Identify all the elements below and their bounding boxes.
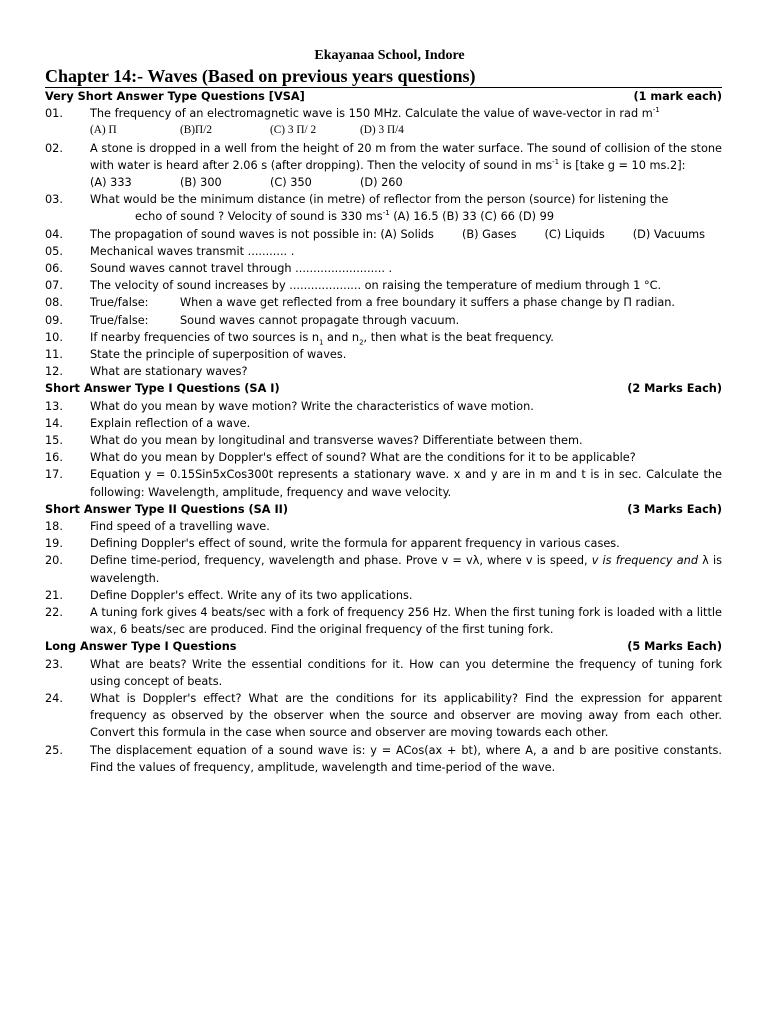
question-09 (45, 312, 722, 329)
question-02: 02. A stone is dropped in a well from the height of 20 m from the water surface. The sound of collision of the stone with water is heard after 2.06 s (after dropping). Then the velocity of sound in $ms^{-1}$ is [take g = 10 ms.2]: (45, 140, 722, 174)
question-text: Equation y = 0.15Sin5xCos300t represents a stationary wave. x and y are in m and t is in sec. Calculate the following: Wavelength, amplitude, frequency and wave velocity. (90, 468, 722, 499)
question-16 (45, 449, 722, 466)
question-24 (45, 690, 722, 742)
question-number: 07. (45, 279, 63, 293)
section-marks: (5 Marks Each) (627, 640, 722, 654)
question-text: The frequency of an electromagnetic wave is 150 MHz. Calculate the value of wave-vector in rad m (90, 107, 653, 121)
question-06 (45, 260, 722, 277)
question-number: 20. (45, 554, 63, 568)
section-title: Long Answer Type I Questions (45, 640, 237, 654)
question-20: 20. Define time-period, frequency, wavelength and phase. Prove v = vλ, where v is speed, v is frequency and λ is wavelength. (45, 552, 722, 586)
question-07 (45, 277, 722, 294)
question-text: What are stationary waves? (90, 365, 248, 379)
question-number: 01. (45, 107, 63, 121)
question-23 (45, 656, 722, 690)
question-05 (45, 243, 722, 260)
worksheet-page (45, 47, 722, 776)
question-04 (45, 226, 722, 243)
question-text: What are beats? Write the essential conditions for it. How can you determine the frequency of tuning fork using concept of beats. (90, 657, 722, 688)
question-number: 19. (45, 537, 63, 551)
question-22 (45, 604, 722, 638)
option-b: (B) 300 (180, 176, 222, 189)
chapter-title: Chapter 14:- Waves (Based on previous years questions) (45, 66, 476, 86)
question-text: A stone is dropped in a well from the height of 20 m from the water surface. The sound of collision of the stone with water is heard after 2.06 s (after dropping). Then the velocity of sound in ms (90, 141, 722, 172)
question-text: Mechanical waves transmit ........... . (90, 244, 295, 258)
question-12 (45, 363, 722, 380)
question-number: 16. (45, 451, 63, 465)
school-name: Ekayanaa School, Indore (314, 48, 465, 63)
question-text: Find speed of a travelling wave. (90, 520, 270, 534)
option-a: (A) 333 (90, 176, 132, 189)
option-c: (C) Liquids (544, 227, 605, 241)
question-15 (45, 432, 722, 449)
question-number: 04. (45, 227, 63, 241)
option-c: (C) 3 Π/ 2 (270, 124, 317, 137)
question-number: 25. (45, 743, 63, 757)
question-number: 09. (45, 313, 63, 327)
question-text: Sound waves cannot travel through ......................... . (90, 262, 393, 276)
section-title: Short Answer Type I Questions (SA I) (45, 382, 280, 396)
question-03: 03. What would be the minimum distance (in metre) of reflector from the person (source) for listening the echo of sound ? Velocity of sound is 330 $ms^{-1}$ (A) 16.5 (B) 33 (C) 66 (D) 99 (45, 191, 722, 225)
option-d: (D) Vacuums (632, 227, 706, 241)
question-text: Define Doppler's effect. Write any of its two applications. (90, 588, 413, 602)
question-text: If nearby frequencies of two sources is n (90, 330, 319, 344)
option-b: (B) Gases (461, 227, 517, 241)
question-text: Sound waves cannot propagate through vacuum. (180, 313, 460, 327)
question-text: What do you mean by Doppler's effect of sound? What are the conditions for it to be applicable? (90, 451, 636, 465)
question-17 (45, 466, 722, 500)
question-01-options (45, 122, 722, 139)
question-text: The velocity of sound increases by .................... on raising the temperature of medium through 1 °C. (90, 279, 662, 293)
question-text: Define time-period, frequency, wavelength and phase. Prove v = vλ, where v is speed, (90, 554, 592, 568)
question-text: Explain reflection of a wave. (90, 416, 251, 430)
question-19 (45, 535, 722, 552)
question-number: 17. (45, 468, 63, 482)
question-text: A tuning fork gives 4 beats/sec with a fork of frequency 256 Hz. When the first tuning fork is loaded with a little wax, 6 beats/sec are produced. Find the original frequency of the first tuning fork. (90, 606, 722, 637)
section-header-vsa (45, 87, 722, 105)
question-number: 06. (45, 262, 63, 276)
question-number: 23. (45, 657, 63, 671)
question-number: 10. (45, 330, 63, 344)
question-13 (45, 398, 722, 415)
question-18 (45, 518, 722, 535)
question-number: 03. (45, 193, 63, 207)
question-25 (45, 742, 722, 776)
option-d: (D) 3 Π/4 (360, 124, 404, 137)
question-number: 22. (45, 606, 63, 620)
question-number: 11. (45, 348, 63, 362)
section-title: Very Short Answer Type Questions [VSA] (45, 90, 305, 103)
section-header-sa1 (45, 380, 722, 397)
section-marks: (1 mark each) (633, 90, 722, 103)
section-header-sa2 (45, 501, 722, 518)
question-number: 08. (45, 296, 63, 310)
question-number: 21. (45, 588, 63, 602)
question-number: 13. (45, 399, 63, 413)
question-text: What do you mean by longitudinal and transverse waves? Differentiate between them. (90, 434, 583, 448)
question-14 (45, 415, 722, 432)
question-text: Defining Doppler's effect of sound, write the formula for apparent frequency in various cases. (90, 537, 620, 551)
question-10: 10. If nearby frequencies of two sources is $n_1$ and $n_2$, then what is the beat frequency. (45, 330, 554, 347)
question-text: State the principle of superposition of waves. (90, 348, 347, 362)
question-text: What would be the minimum distance (in metre) of reflector from the person (source) for listening the (90, 193, 669, 207)
question-text: What do you mean by wave motion? Write the characteristics of wave motion. (90, 399, 534, 413)
true-false-label: True/false: (90, 296, 149, 310)
question-02-options (45, 174, 722, 191)
question-11 (45, 346, 722, 363)
option-b: (B)Π/2 (180, 124, 213, 137)
question-08 (45, 294, 722, 311)
section-marks: (3 Marks Each) (627, 502, 722, 516)
question-number: 18. (45, 520, 63, 534)
question-number: 24. (45, 692, 63, 706)
section-title: Short Answer Type II Questions (SA II) (45, 502, 289, 516)
option-d: (D) 260 (360, 176, 403, 189)
question-21 (45, 587, 722, 604)
question-text: The displacement equation of a sound wave is: y = ACos(ax + bt), where A, a and b are positive constants. Find the values of frequency, amplitude, wavelength and time-period of the wave. (90, 743, 722, 774)
question-text: The propagation of sound waves is not possible in: (A) Solids (90, 227, 434, 241)
question-number: 14. (45, 416, 63, 430)
true-false-label: True/false: (90, 313, 149, 327)
question-01: 01. The frequency of an electromagnetic wave is 150 MHz. Calculate the value of wave-vector in rad $m^{-1}$ (45, 105, 722, 122)
question-number: 15. (45, 434, 63, 448)
section-header-la1 (45, 638, 722, 655)
question-text: When a wave get reflected from a free boundary it suffers a phase change by Π radian. (180, 296, 676, 310)
question-number: 12. (45, 365, 63, 379)
question-text: What is Doppler's effect? What are the conditions for its applicability? Find the expression for apparent frequency as observed by the observer when the source and observer are moving away from each other. Convert this formula in the case when source and observer are moving towards each other. (90, 692, 722, 740)
option-a: (A) Π (90, 124, 117, 137)
question-number: 02. (45, 141, 63, 155)
question-number: 05. (45, 244, 63, 258)
option-c: (C) 350 (270, 176, 312, 189)
section-marks: (2 Marks Each) (627, 382, 722, 396)
